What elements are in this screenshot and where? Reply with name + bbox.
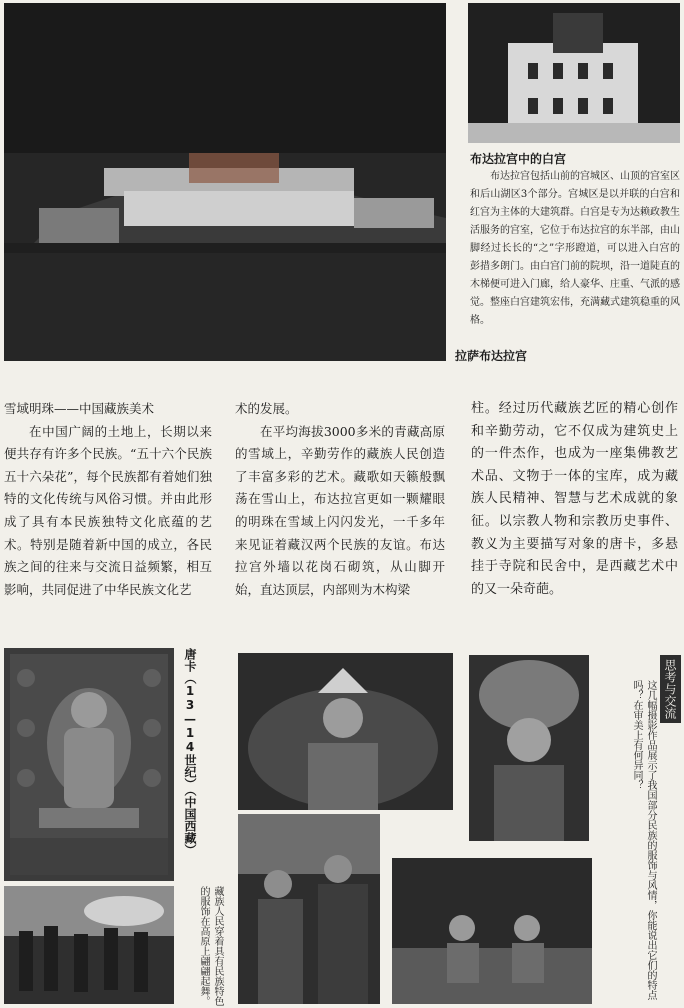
article-column-1 xyxy=(4,398,212,601)
article-paragraph-1: 在中国广阔的土地上，长期以来便共存有许多个民族。“五十六个民族五十六朵花”，每个民族都有着她们独特的文化传统与风俗习惯。并由此形成了具有本民族独特文化底蕴的艺术。特别是随着新中国的成立，各民族之间的往来与交流日益频繁，相互影响，共同促进了中华民族文化艺 xyxy=(4,423,212,597)
article-heading: 雪域明珠——中国藏族美术 xyxy=(4,401,155,416)
potala-caption: 拉萨布达拉宫 xyxy=(455,349,528,363)
dancer-closeup-photo xyxy=(469,655,589,841)
headdress-portrait-photo xyxy=(238,653,453,810)
article-paragraph-1-end: 术的发展。 xyxy=(235,401,298,416)
tibetan-dance-photo xyxy=(4,886,174,1004)
white-palace-caption-title: 布达拉宫中的白宫 xyxy=(470,152,567,166)
dance-caption: 藏族人民穿着具有民族特色的服饰在高原上翩翩起舞。 xyxy=(198,886,223,1006)
white-palace-caption-text: 布达拉宫包括山前的宫城区、山顶的宫室区和后山湖区3个部分。宫城区是以并联的白宫和红宫为主体的大建筑群。白宫是专为达赖政教生活服务的宫室，它位于布达拉宫的东半部，由山脚经过长长的“之”字形蹬道，可以进入白宫的彭措多朗门。由白宫门前的院坝，沿一道陡直的木梯便可进入门廊，给人豪华、庄重、气派的感觉。整座白宫建筑宏伟，充满藏式建筑稳重的风格。 xyxy=(470,171,680,326)
article-paragraph-2: 在平均海拔3000多米的青藏高原的雪域上，辛勤劳作的藏族人民创造了丰富多彩的艺术。藏歌如天籁般飘荡在雪山上，布达拉宫更如一颗耀眼的明珠在雪域上闪闪发光，一千多年来见证着藏汉两个民族的友谊。布达拉宫外墙以花岗石砌筑，从山脚开始，直达顶层，内部则为木构梁 xyxy=(235,423,445,597)
think-and-discuss-label: 思考与交流 xyxy=(660,655,681,723)
think-and-discuss-text: 这几幅摄影作品展示了我国部分民族的服饰与风情，你能说出它们的特点吗？在审美上有何异同？ xyxy=(631,680,656,1000)
seated-musicians-photo xyxy=(392,858,592,1004)
article-column-3 xyxy=(471,398,678,601)
article-column-2 xyxy=(235,398,445,601)
thangka-caption: 唐卡（13—14世纪）（中国西藏） xyxy=(183,648,197,856)
white-palace-photo xyxy=(468,3,680,143)
couple-costume-photo xyxy=(238,814,380,1004)
potala-palace-photo xyxy=(4,3,446,361)
article-paragraph-2-end: 柱。经过历代藏族艺匠的精心创作和辛勤劳动，它不仅成为建筑史上的一件杰作，也成为一座集佛教艺术品、文物于一体的宝库，成为藏族人民精神、智慧与艺术成就的象征。以宗教人物和宗教历史事件、教义为主要描写对象的唐卡，多悬挂于寺院和民舍中，是西藏艺术中的又一朵奇葩。 xyxy=(471,401,678,597)
thangka-photo xyxy=(4,648,174,881)
